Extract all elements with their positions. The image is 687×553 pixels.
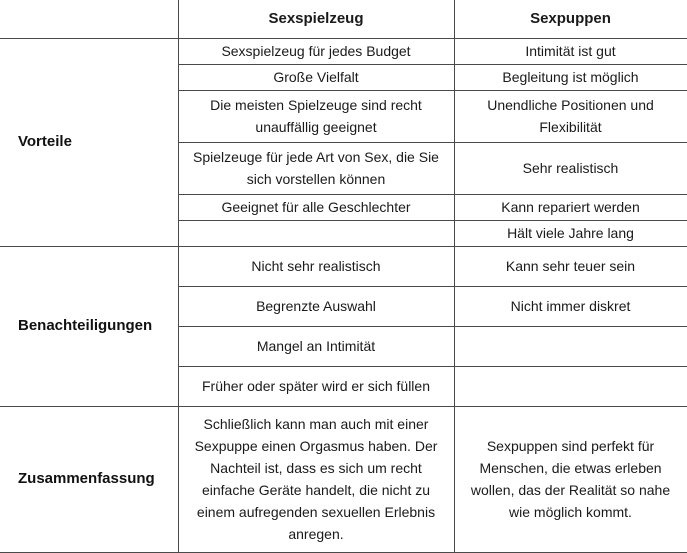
table-cell: Nicht immer diskret <box>454 286 687 326</box>
header-row <box>0 0 687 38</box>
table-cell <box>454 326 687 366</box>
section-label-zusammenfassung: Zusammenfassung <box>0 406 178 552</box>
section-label-benachteiligungen: Benachteiligungen <box>0 246 178 406</box>
table-cell: Sexspielzeug für jedes Budget <box>178 38 454 64</box>
table-cell <box>454 366 687 406</box>
table-cell: Die meisten Spielzeuge sind recht unauffällig geeignet <box>178 90 454 142</box>
table-cell: Früher oder später wird er sich füllen <box>178 366 454 406</box>
table-cell: Nicht sehr realistisch <box>178 246 454 286</box>
header-sexspielzeug: Sexspielzeug <box>178 0 454 38</box>
table-cell: Geeignet für alle Geschlechter <box>178 194 454 220</box>
table-cell: Sehr realistisch <box>454 142 687 194</box>
summary-sexpuppen: Sexpuppen sind perfekt für Menschen, die etwas erleben wollen, das der Realität so nahe wie möglich kommt. <box>454 406 687 552</box>
table-row <box>0 38 687 64</box>
table-cell: Mangel an Intimität <box>178 326 454 366</box>
table-cell: Intimität ist gut <box>454 38 687 64</box>
table-cell: Begleitung ist möglich <box>454 64 687 90</box>
table-cell: Kann repariert werden <box>454 194 687 220</box>
table-cell <box>178 220 454 246</box>
table-cell: Unendliche Positionen und Flexibilität <box>454 90 687 142</box>
table-row <box>0 406 687 552</box>
table-cell: Spielzeuge für jede Art von Sex, die Sie sich vorstellen können <box>178 142 454 194</box>
table-cell: Kann sehr teuer sein <box>454 246 687 286</box>
summary-sexspielzeug: Schließlich kann man auch mit einer Sexpuppe einen Orgasmus haben. Der Nachteil ist, dass es sich um recht einfache Geräte handelt, die nicht zu einem aufregenden sexuellen Erlebnis anregen. <box>178 406 454 552</box>
table-cell: Große Vielfalt <box>178 64 454 90</box>
header-empty-cell <box>0 0 178 38</box>
header-sexpuppen: Sexpuppen <box>454 0 687 38</box>
table-cell: Begrenzte Auswahl <box>178 286 454 326</box>
table-cell: Hält viele Jahre lang <box>454 220 687 246</box>
table-row <box>0 246 687 286</box>
section-label-vorteile: Vorteile <box>0 38 178 246</box>
